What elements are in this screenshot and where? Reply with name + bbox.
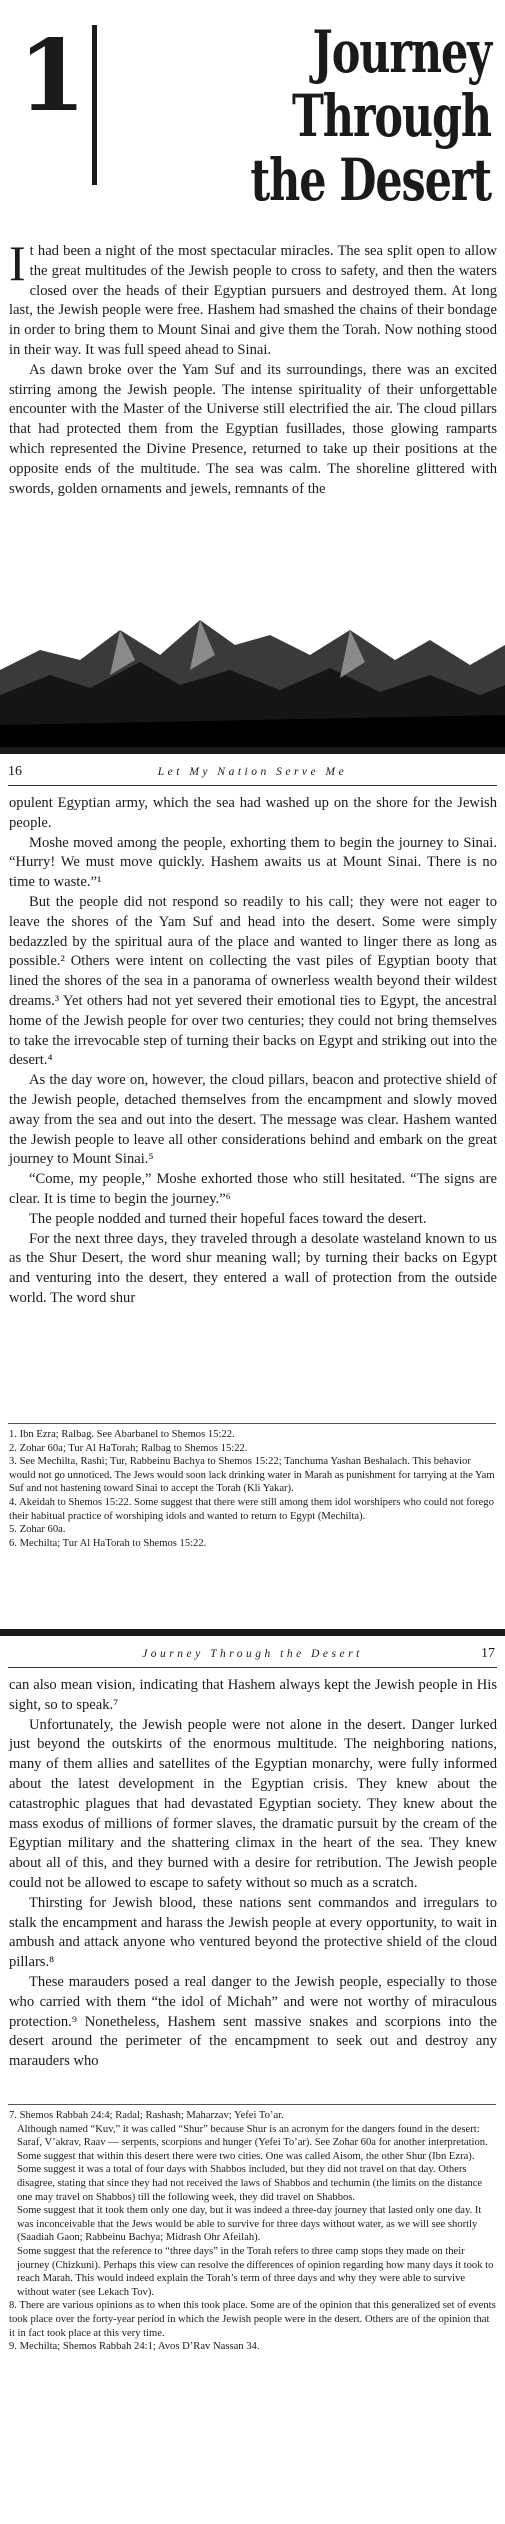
chapter-title-line2: the Desert (250, 146, 491, 214)
chapter-divider-line (92, 25, 97, 185)
page-separator (0, 1629, 505, 1636)
paragraph: These marauders posed a real danger to the Jewish people, especially to those who carried with them “the idol of Michah” and were not worthy of miraculous protection.⁹ Nonetheless, Hashem sent massive snakes and scorpions into the desert around the perimeter of the encampment to seek out and destroy any marauders who (9, 1973, 497, 2070)
footnote: 7. Shemos Rabbah 24:4; Radal; Rashash; Maharzav; Yefei To’ar. (9, 2110, 284, 2121)
footnote: Some suggest that the reference to “three days” in the Torah refers to three camp stops they made on their journey (Chizkuni). Perhaps this view can resolve the differences of opinion regarding how many days it took to reach Marah. This would indeed explain the Torah’s term of three days and why they were able to survive without water (see Lekach Tov). (17, 2245, 494, 2298)
paragraph: “Come, my people,” Moshe exhorted those who still hesitated. “The signs are clear. It is time to begin the journey.”⁶ (9, 1171, 497, 1207)
running-head: Let My Nation Serve Me (157, 766, 348, 778)
paragraph: For the next three days, they traveled through a desolate wasteland known to us as the Shur Desert, the word shur meaning wall; by turning their backs on Egypt and venturing into the desert, they entered a wall of protection from the outside world. The word shur (9, 1230, 497, 1306)
footnotes (9, 1428, 497, 1550)
page-number: 16 (8, 764, 22, 779)
paragraph: can also mean vision, indicating that Hashem always kept the Jewish people in His sight, so to speak.⁷ (9, 1677, 497, 1713)
page-body (9, 1676, 497, 2072)
header-rule (8, 785, 497, 786)
footnote-rule (8, 1423, 496, 1424)
footnote: Some suggest that within this desert there were two cities. One was called Aisom, the other Shur (Ibn Ezra). (17, 2150, 475, 2162)
page-body (9, 794, 497, 1309)
footnote: 2. Zohar 60a; Tur Al HaTorah; Ralbag to Shemos 15:22. (9, 1442, 248, 1454)
header-rule (8, 1667, 497, 1668)
footnote: 1. Ibn Ezra; Ralbag. See Abarbanel to Shemos 15:22. (9, 1429, 235, 1440)
drop-cap: I (9, 235, 26, 291)
footnote: 6. Mechilta; Tur Al HaTorah to Shemos 15:22. (9, 1537, 207, 1549)
opening-paragraph-text: t had been a night of the most spectacular miracles. The sea split open to allow the great multitudes of the Jewish people to cross to safety, and then the waters closed over the heads of their Egyptian pursuers and destroyed them. At long last, the Jewish people were free. Hashem had smashed the chains of their bondage in order to bring them to Mount Sinai and give them the Torah. Now nothing stood in their way. It was full speed ahead to Sinai. (9, 243, 497, 358)
mountain-landscape-illustration (0, 600, 505, 747)
footnote: 8. There are various opinions as to when this took place. Some are of the opinion that this generalized set of events took place over the forty-year period in which the Jewish people were in the desert. Others are of the opinion that it in fact took place at this very time. (9, 2300, 496, 2339)
book-page-17 (0, 1636, 505, 2524)
footnote: 3. See Mechilta, Rashi; Tur, Rabbeinu Bachya to Shemos 15:22; Tanchuma Yashan Beshalach. This behavior would not go unnoticed. The Jews would soon lack drinking water in Marah as punishment for tarrying at the Yam Suf and not hastening toward Sinai to accept the Torah (Kli Yakar). (9, 1456, 495, 1495)
footnote: Although named “Kuv,” it was called “Shur” because Shur is an acronym for the dangers found in the desert: Saraf, V’akrav, Raav — serpents, scorpions and hunger (Yefei To’ar). See Zohar 60a for another interpretation. (17, 2123, 488, 2149)
paragraph: But the people did not respond so readily to his call; they were not eager to leave the shores of the Yam Suf and head into the desert. Some were simply bedazzled by the spiritual aura of the place and wanted to linger there as long as possible.² Others were intent on collecting the vast piles of Egyptian booty that lined the shores of the sea in a panorama of ownerless wealth beyond their wildest dreams.³ Yet others had not yet severed their emotional ties to Egypt, the ancestral home of the Jewish people for over two centuries; they could not bring themselves to take the irrevocable step of turning their backs on Egypt and striking out into the desert.⁴ (9, 893, 497, 1069)
chapter-body (9, 235, 497, 499)
page-number: 17 (481, 1646, 495, 1661)
footnote: 5. Zohar 60a. (9, 1524, 66, 1536)
paragraph: Moshe moved among the people, exhorting them to begin the journey to Sinai. “Hurry! We must move quickly. Hashem awaits us at Mount Sinai. There is no time to waste.”¹ (9, 834, 497, 891)
opening-paragraph (9, 235, 497, 361)
footnote: 9. Mechilta; Shemos Rabbah 24:1; Avos D’Rav Nassan 34. (9, 2341, 260, 2353)
paragraph: As dawn broke over the Yam Suf and its surroundings, there was an excited stirring among the Jewish people. The intense spirituality of their unforgettable encounter with the Master of the Universe still electrified the air. The cloud pillars that had protected them from the Egyptian fusillades, those glowing ramparts which represented the Divine Presence, returned to take up their positions at the opposite ends of the multitude. The sea was calm. The shoreline glittered with swords, golden ornaments and jewels, remnants of the (9, 361, 497, 497)
footnotes (9, 2109, 497, 2354)
chapter-title (128, 20, 491, 212)
chapter-opening-page (0, 0, 505, 747)
footnote: 4. Akeidah to Shemos 15:22. Some suggest that there were still among them idol worshipers who could not forego their habitual practice of worshiping idols and wanted to return to Egypt (Mechilta). (9, 1496, 494, 1522)
paragraph: The people nodded and turned their hopeful faces toward the desert. (29, 1210, 427, 1227)
paragraph: Thirsting for Jewish blood, these nations sent commandos and irregulars to stalk the encampment and harass the Jewish people at every opportunity, to wait in ambush and attack anyone who ventured beyond the protective shield of the cloud pillars.⁸ (9, 1894, 497, 1971)
chapter-title-line1: Journey Through (291, 18, 491, 150)
running-head: Journey Through the Desert (142, 1648, 363, 1660)
footnote: Some suggest it was a total of four days with Shabbos included, but they did not travel on that day. Others disagree, stating that since they had not received the laws of Shabbos and techumin (the limits on the distance one may travel on Shabbos) till the following week, they did travel on Shabbos. (17, 2164, 483, 2203)
book-page-16 (0, 754, 505, 1629)
footnote-rule (8, 2104, 496, 2105)
footnote: Some suggest that it took them only one day, but it was indeed a three-day journey that lasted only one day. It was inconceivable that the Jews would be able to survive for three days without water, as we will see shortly (Saadiah Gaon; Rabbeinu Bachya; Midrash Ohr Afeilah). (17, 2205, 482, 2244)
chapter-number: 1 (18, 19, 87, 134)
paragraph: Unfortunately, the Jewish people were not alone in the desert. Danger lurked just beyond the outskirts of the enormous multitude. The neighboring nations, many of them allies and satellites of the Egyptian monarchy, were fully informed about the latest development in the Egyptian crisis. They knew about the catastrophic plagues that had devastated Egyptian society. They knew about the mass exodus of millions of former slaves, the dramatic pursuit by the cream of the Egyptian military and the shattering climax in the heart of the sea. They knew about all of this, and they burned with a desire for retribution. The Jewish people could not be allowed to escape to safety without so much as a scratch. (9, 1716, 497, 1891)
page-separator (0, 747, 505, 754)
paragraph: As the day wore on, however, the cloud pillars, beacon and protective shield of the Jewish people, detached themselves from the encampment and slowly moved away from the sea and out into the desert. The message was clear. Hashem wanted the Jewish people to leave all other considerations behind and embark on the great journey to Mount Sinai.⁵ (9, 1072, 497, 1168)
paragraph: opulent Egyptian army, which the sea had washed up on the shore for the Jewish people. (9, 795, 497, 831)
